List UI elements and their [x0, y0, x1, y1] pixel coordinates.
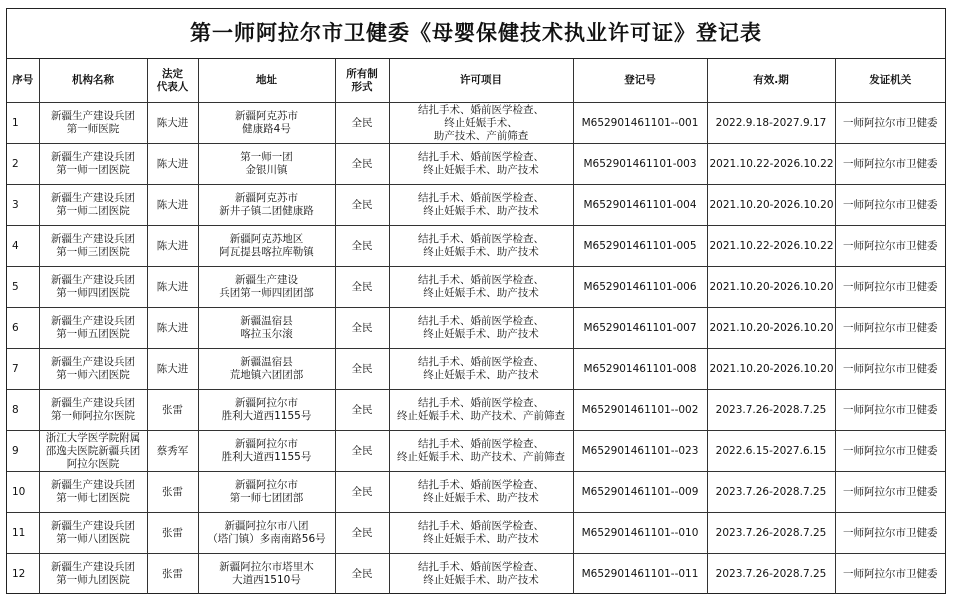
cell-name-line: 新疆生产建设兵团: [51, 561, 135, 573]
cell-scope: [389, 554, 573, 595]
cell-rep: 张雷: [147, 513, 198, 554]
table-row: [7, 390, 945, 431]
cell-name-line: 第一师七团医院: [56, 492, 130, 504]
cell-addr-lines: [201, 233, 333, 259]
cell-name: [39, 226, 147, 267]
page-title: 第一师阿拉尔市卫健委《母婴保健技术执业许可证》登记表: [7, 9, 945, 59]
cell-addr: [198, 226, 335, 267]
table-row: [7, 185, 945, 226]
cell-reg: M652901461101--011: [573, 554, 707, 595]
cell-addr-line: 胜利大道西1155号: [221, 451, 312, 463]
cell-scope-line: 结扎手术、婚前医学检查、: [418, 192, 544, 204]
cell-name-line: 第一师四团医院: [56, 287, 130, 299]
cell-name-line: 新疆生产建设兵团: [51, 192, 135, 204]
cell-addr-lines: [201, 479, 333, 505]
cell-scope-lines: [392, 561, 571, 587]
cell-valid: 2022.6.15-2027.6.15: [707, 431, 835, 472]
cell-scope: [389, 472, 573, 513]
cell-no: 11: [7, 513, 39, 554]
registration-sheet: [6, 8, 946, 594]
cell-own: 全民: [335, 390, 389, 431]
cell-scope: [389, 513, 573, 554]
cell-rep: 陈大进: [147, 144, 198, 185]
header-issuer: 发证机关: [835, 59, 945, 103]
cell-valid: 2021.10.20-2026.10.20: [707, 349, 835, 390]
cell-own: 全民: [335, 103, 389, 144]
cell-addr-line: 新疆生产建设: [235, 274, 298, 286]
cell-addr-line: 金银川镇: [245, 164, 288, 176]
cell-name-lines: [42, 397, 145, 423]
cell-scope-line: 结扎手术、婚前医学检查、: [418, 397, 544, 409]
cell-name: [39, 267, 147, 308]
cell-issuer: 一师阿拉尔市卫健委: [835, 103, 945, 144]
cell-name-lines: [42, 479, 145, 505]
header-own: [335, 59, 389, 103]
cell-scope-lines: [392, 479, 571, 505]
cell-reg: M652901461101--009: [573, 472, 707, 513]
cell-name-line: 新疆生产建设兵团: [51, 233, 135, 245]
cell-addr-lines: [201, 520, 333, 546]
cell-rep: 陈大进: [147, 185, 198, 226]
cell-no: 8: [7, 390, 39, 431]
cell-rep: 张雷: [147, 554, 198, 595]
cell-no: 12: [7, 554, 39, 595]
cell-scope-lines: [392, 315, 571, 341]
cell-issuer: 一师阿拉尔市卫健委: [835, 144, 945, 185]
table-row: [7, 103, 945, 144]
cell-issuer: 一师阿拉尔市卫健委: [835, 349, 945, 390]
cell-scope-lines: [392, 397, 571, 423]
cell-own: 全民: [335, 554, 389, 595]
cell-valid: 2021.10.22-2026.10.22: [707, 144, 835, 185]
cell-name: [39, 308, 147, 349]
cell-scope-line: 助产技术、产前筛查: [433, 129, 529, 142]
cell-no: 5: [7, 267, 39, 308]
cell-scope-lines: [392, 356, 571, 382]
cell-own: 全民: [335, 431, 389, 472]
cell-scope-line: 结扎手术、婚前医学检查、: [418, 151, 544, 163]
cell-addr-line: 第一师七团团部: [229, 492, 304, 504]
cell-name-line: 邵逸夫医院新疆兵团: [45, 444, 141, 457]
cell-scope-line: 结扎手术、婚前医学检查、: [418, 520, 544, 532]
cell-name-line: 新疆生产建设兵团: [51, 520, 135, 532]
cell-name-lines: [42, 192, 145, 218]
cell-scope-line: 终止妊娠手术、助产技术: [423, 533, 539, 545]
cell-addr-line: 阿瓦提县喀拉库勒镇: [219, 246, 314, 258]
cell-addr: [198, 308, 335, 349]
cell-reg: M652901461101-006: [573, 267, 707, 308]
cell-name-line: 第一师九团医院: [56, 574, 130, 586]
cell-reg: M652901461101-005: [573, 226, 707, 267]
cell-addr-lines: [201, 110, 333, 136]
cell-scope: [389, 431, 573, 472]
cell-addr-lines: [201, 192, 333, 218]
cell-addr: [198, 431, 335, 472]
cell-scope-line: 结扎手术、婚前医学检查、: [418, 315, 544, 327]
cell-issuer: 一师阿拉尔市卫健委: [835, 513, 945, 554]
cell-addr-line: 胜利大道西1155号: [221, 410, 312, 422]
cell-scope: [389, 349, 573, 390]
header-name: 机构名称: [39, 59, 147, 103]
header-own-line: 形式: [351, 80, 373, 93]
cell-scope-line: 结扎手术、婚前医学检查、: [418, 233, 544, 245]
cell-name-line: 新疆生产建设兵团: [51, 479, 135, 491]
cell-addr-lines: [201, 315, 333, 341]
cell-addr: [198, 472, 335, 513]
cell-scope-line: 结扎手术、婚前医学检查、: [418, 356, 544, 368]
cell-name: [39, 144, 147, 185]
cell-scope-line: 终止妊娠手术、助产技术、产前筛查: [397, 451, 565, 463]
table-row: [7, 226, 945, 267]
cell-scope-lines: [392, 104, 571, 143]
cell-name: [39, 472, 147, 513]
cell-no: 4: [7, 226, 39, 267]
cell-rep: 蔡秀军: [147, 431, 198, 472]
cell-no: 2: [7, 144, 39, 185]
cell-reg: M652901461101-003: [573, 144, 707, 185]
cell-addr-line: 新疆阿克苏市: [235, 192, 298, 204]
license-table: [7, 59, 945, 594]
cell-valid: 2021.10.20-2026.10.20: [707, 267, 835, 308]
cell-addr-lines: [201, 561, 333, 587]
cell-name: [39, 554, 147, 595]
table-row: [7, 144, 945, 185]
cell-name: [39, 431, 147, 472]
cell-issuer: 一师阿拉尔市卫健委: [835, 267, 945, 308]
cell-scope-line: 结扎手术、婚前医学检查、: [418, 274, 544, 286]
cell-own: 全民: [335, 513, 389, 554]
cell-issuer: 一师阿拉尔市卫健委: [835, 226, 945, 267]
cell-no: 6: [7, 308, 39, 349]
header-valid: 有效.期: [707, 59, 835, 103]
cell-valid: 2021.10.20-2026.10.20: [707, 308, 835, 349]
cell-name-line: 浙江大学医学院附属: [45, 431, 141, 444]
cell-scope: [389, 390, 573, 431]
cell-name-lines: [42, 432, 145, 471]
cell-addr-line: 喀拉玉尔滚: [240, 328, 293, 340]
cell-addr-line: 健康路4号: [242, 123, 291, 135]
cell-own: 全民: [335, 267, 389, 308]
cell-name-lines: [42, 274, 145, 300]
cell-reg: M652901461101--001: [573, 103, 707, 144]
cell-name-line: 阿拉尔医院: [66, 457, 120, 470]
cell-reg: M652901461101--023: [573, 431, 707, 472]
cell-addr-lines: [201, 274, 333, 300]
table-body: [7, 103, 945, 595]
cell-scope: [389, 103, 573, 144]
cell-scope-line: 终止妊娠手术、助产技术: [423, 287, 539, 299]
cell-own: 全民: [335, 226, 389, 267]
cell-scope-line: 终止妊娠手术、助产技术: [423, 328, 539, 340]
cell-scope-line: 终止妊娠手术、助产技术: [423, 369, 539, 381]
cell-name-lines: [42, 233, 145, 259]
cell-scope-line: 结扎手术、婚前医学检查、: [418, 438, 544, 450]
cell-addr: [198, 185, 335, 226]
cell-own: 全民: [335, 308, 389, 349]
cell-scope-lines: [392, 192, 571, 218]
cell-scope-lines: [392, 520, 571, 546]
cell-name-line: 新疆生产建设兵团: [51, 356, 135, 368]
cell-addr-line: 荒地镇六团团部: [229, 369, 304, 381]
table-row: [7, 554, 945, 595]
cell-valid: 2023.7.26-2028.7.25: [707, 554, 835, 595]
cell-addr-line: 新疆阿克苏市: [235, 110, 298, 122]
cell-reg: M652901461101-008: [573, 349, 707, 390]
cell-valid: 2021.10.22-2026.10.22: [707, 226, 835, 267]
cell-scope: [389, 144, 573, 185]
cell-rep: 陈大进: [147, 349, 198, 390]
cell-reg: M652901461101-004: [573, 185, 707, 226]
cell-no: 9: [7, 431, 39, 472]
cell-valid: 2022.9.18-2027.9.17: [707, 103, 835, 144]
cell-scope-line: 终止妊娠手术、助产技术: [423, 492, 539, 504]
cell-scope: [389, 226, 573, 267]
cell-reg: M652901461101--010: [573, 513, 707, 554]
cell-name-lines: [42, 151, 145, 177]
cell-scope-line: 终止妊娠手术、: [444, 116, 518, 129]
cell-addr-line: 第一师一团: [240, 151, 293, 163]
cell-name-line: 新疆生产建设兵团: [51, 397, 135, 409]
cell-name-line: 新疆生产建设兵团: [51, 315, 135, 327]
cell-name: [39, 185, 147, 226]
cell-scope-lines: [392, 233, 571, 259]
cell-name: [39, 513, 147, 554]
cell-valid: 2023.7.26-2028.7.25: [707, 513, 835, 554]
cell-addr-lines: [201, 356, 333, 382]
cell-addr-lines: [201, 151, 333, 177]
cell-addr-line: 兵团第一师四团团部: [219, 287, 314, 299]
cell-own: 全民: [335, 472, 389, 513]
cell-rep: 陈大进: [147, 103, 198, 144]
cell-name-line: 新疆生产建设兵团: [51, 110, 135, 122]
cell-name-lines: [42, 356, 145, 382]
cell-name-line: 第一师医院: [66, 123, 120, 135]
cell-no: 3: [7, 185, 39, 226]
cell-valid: 2021.10.20-2026.10.20: [707, 185, 835, 226]
cell-scope: [389, 308, 573, 349]
cell-addr-lines: [201, 438, 333, 464]
cell-name-line: 新疆生产建设兵团: [51, 151, 135, 163]
cell-scope-line: 终止妊娠手术、助产技术: [423, 164, 539, 176]
cell-scope-lines: [392, 438, 571, 464]
header-reg: 登记号: [573, 59, 707, 103]
cell-issuer: 一师阿拉尔市卫健委: [835, 308, 945, 349]
cell-addr-line: 新疆温宿县: [240, 356, 293, 368]
cell-addr-line: 新疆阿克苏地区: [229, 233, 304, 245]
cell-rep: 陈大进: [147, 226, 198, 267]
cell-issuer: 一师阿拉尔市卫健委: [835, 431, 945, 472]
table-row: [7, 349, 945, 390]
cell-scope-lines: [392, 274, 571, 300]
cell-name: [39, 103, 147, 144]
cell-addr-line: 新疆阿拉尔市塔里木: [219, 561, 314, 573]
cell-addr: [198, 144, 335, 185]
cell-name-lines: [42, 520, 145, 546]
cell-rep: 张雷: [147, 472, 198, 513]
cell-scope: [389, 185, 573, 226]
cell-own: 全民: [335, 185, 389, 226]
cell-name-line: 新疆生产建设兵团: [51, 274, 135, 286]
table-row: [7, 513, 945, 554]
cell-own: 全民: [335, 349, 389, 390]
cell-issuer: 一师阿拉尔市卫健委: [835, 185, 945, 226]
cell-addr-line: 新疆阿拉尔市: [235, 438, 298, 450]
cell-addr-line: 新疆阿拉尔市: [235, 397, 298, 409]
cell-addr-line: 新井子镇二团健康路: [219, 205, 314, 217]
cell-name-lines: [42, 315, 145, 341]
cell-name-line: 第一师六团医院: [56, 369, 130, 381]
cell-name-lines: [42, 561, 145, 587]
cell-issuer: 一师阿拉尔市卫健委: [835, 472, 945, 513]
cell-rep: 陈大进: [147, 308, 198, 349]
header-rep: [147, 59, 198, 103]
cell-issuer: 一师阿拉尔市卫健委: [835, 554, 945, 595]
cell-addr: [198, 390, 335, 431]
cell-addr: [198, 554, 335, 595]
cell-no: 10: [7, 472, 39, 513]
cell-name-line: 第一师阿拉尔医院: [51, 410, 135, 422]
cell-no: 7: [7, 349, 39, 390]
table-row: [7, 472, 945, 513]
cell-scope-line: 终止妊娠手术、助产技术: [423, 246, 539, 258]
cell-valid: 2023.7.26-2028.7.25: [707, 390, 835, 431]
cell-scope-line: 结扎手术、婚前医学检查、: [418, 479, 544, 491]
cell-own: 全民: [335, 144, 389, 185]
header-addr: 地址: [198, 59, 335, 103]
cell-name-line: 第一师三团医院: [56, 246, 130, 258]
table-row: [7, 267, 945, 308]
cell-name-line: 第一师一团医院: [56, 164, 130, 176]
table-row: [7, 431, 945, 472]
cell-name-lines: [42, 110, 145, 136]
cell-scope-line: 终止妊娠手术、助产技术: [423, 205, 539, 217]
cell-name: [39, 390, 147, 431]
cell-scope-line: 结扎手术、婚前医学检查、: [418, 561, 544, 573]
table-row: [7, 308, 945, 349]
header-scope: 许可项目: [389, 59, 573, 103]
cell-reg: M652901461101-007: [573, 308, 707, 349]
cell-addr-line: 新疆温宿县: [240, 315, 293, 327]
header-rep-line: 法定: [162, 67, 183, 80]
cell-addr-line: （塔门镇）多南南路56号: [207, 533, 326, 545]
cell-addr: [198, 513, 335, 554]
header-no: 序号: [7, 59, 39, 103]
cell-reg: M652901461101--002: [573, 390, 707, 431]
cell-addr-line: 新疆阿拉尔市: [235, 479, 298, 491]
cell-scope-line: 终止妊娠手术、助产技术、产前筛查: [397, 410, 565, 422]
cell-scope-line: 终止妊娠手术、助产技术: [423, 574, 539, 586]
cell-name-line: 第一师五团医院: [56, 328, 130, 340]
cell-name-line: 第一师八团医院: [56, 533, 130, 545]
cell-addr: [198, 267, 335, 308]
cell-addr-line: 新疆阿拉尔市八团: [224, 520, 309, 532]
header-rep-line: 代表人: [156, 80, 189, 93]
cell-addr: [198, 103, 335, 144]
header-own-line: 所有制: [346, 67, 378, 80]
cell-issuer: 一师阿拉尔市卫健委: [835, 390, 945, 431]
cell-addr-lines: [201, 397, 333, 423]
cell-scope-line: 结扎手术、婚前医学检查、: [418, 103, 544, 116]
cell-name-line: 第一师二团医院: [56, 205, 130, 217]
cell-rep: 陈大进: [147, 267, 198, 308]
cell-scope: [389, 267, 573, 308]
cell-valid: 2023.7.26-2028.7.25: [707, 472, 835, 513]
cell-addr-line: 大道西1510号: [232, 574, 301, 586]
cell-rep: 张雷: [147, 390, 198, 431]
table-header-row: [7, 59, 945, 103]
cell-addr: [198, 349, 335, 390]
cell-scope-lines: [392, 151, 571, 177]
cell-no: 1: [7, 103, 39, 144]
cell-name: [39, 349, 147, 390]
